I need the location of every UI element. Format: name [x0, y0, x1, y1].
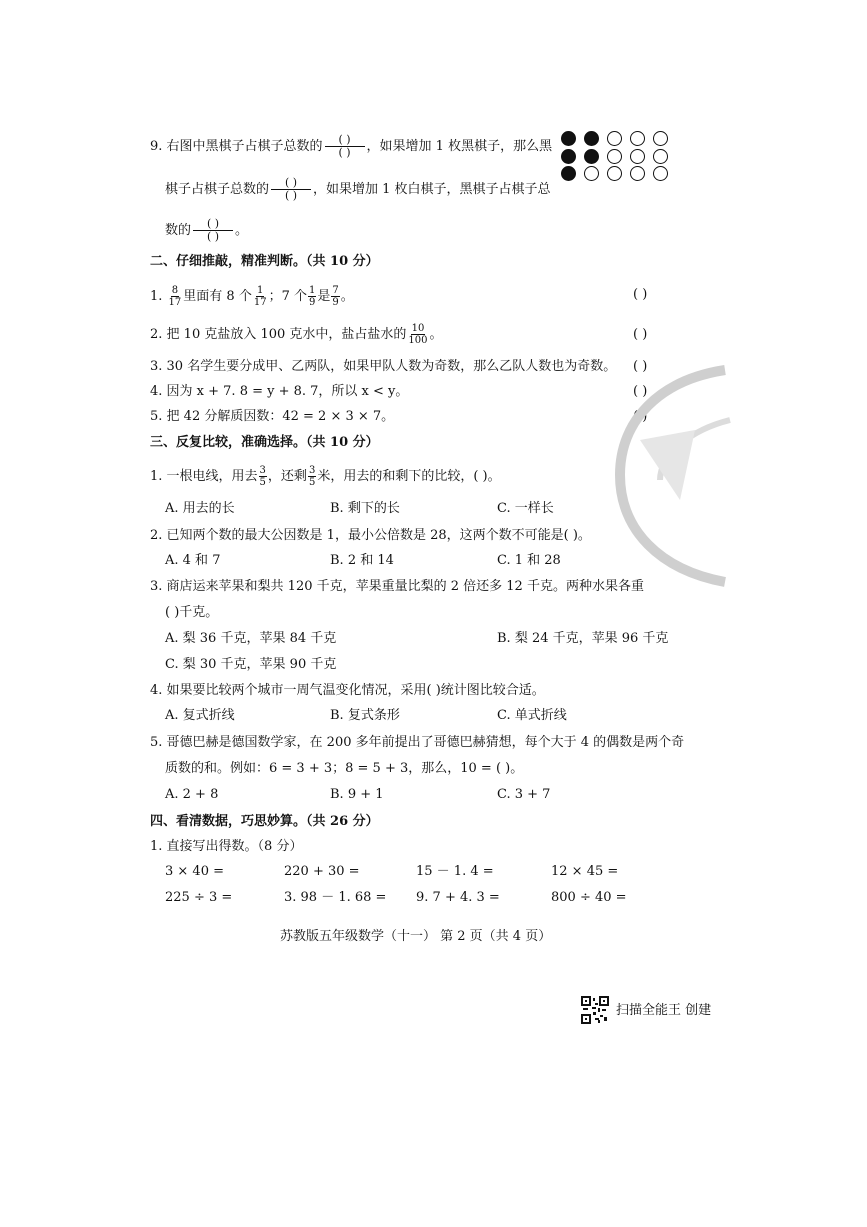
- option-a[interactable]: A. 2 + 8: [165, 787, 219, 802]
- answer-paren[interactable]: ( ): [633, 287, 648, 302]
- calc-item: 9. 7 + 4. 3 =: [416, 890, 500, 905]
- option-b[interactable]: B. 2 和 14: [330, 553, 394, 568]
- answer-blank[interactable]: ( ) ( ): [325, 134, 365, 159]
- white-stone: [607, 131, 622, 146]
- calc-item: 225 ÷ 3 =: [165, 890, 233, 905]
- choice-q5-cont: 质数的和。例如：6 = 3 + 3；8 = 5 + 3，那么，10 = ( )。: [165, 761, 524, 776]
- option-c[interactable]: C. 梨 30 千克，苹果 90 千克: [165, 657, 337, 672]
- black-stone: [561, 166, 576, 181]
- option-b[interactable]: B. 梨 24 千克，苹果 96 千克: [497, 631, 669, 646]
- answer-paren[interactable]: ( ): [633, 384, 648, 399]
- judge-item-1: 1. $\frac{8}{17}$ 里面有 8 个 $\frac{1}{17}$ ；7 个 $\frac{1}{9}$ 是 $\frac{7}{9}$ 。: [150, 285, 354, 308]
- choice-q2: 2. 已知两个数的最大公因数是 1，最小公倍数是 28，这两个数不可能是( )。: [150, 528, 591, 543]
- option-c[interactable]: C. 3 + 7: [497, 787, 551, 802]
- judge-item-4: 4. 因为 x + 7. 8 = y + 8. 7，所以 x < y。: [150, 384, 409, 399]
- fraction: $\frac{1}{17}$: [253, 285, 267, 308]
- option-c[interactable]: C. 单式折线: [497, 708, 567, 723]
- option-b[interactable]: B. 剩下的长: [330, 501, 400, 516]
- q9-line3: 数的 ( ) ( ) 。: [165, 217, 249, 243]
- black-stone: [584, 149, 599, 164]
- calc-subheading: 1. 直接写出得数。（8 分）: [150, 839, 303, 854]
- white-stone: [653, 131, 668, 146]
- option-a[interactable]: A. 梨 36 千克，苹果 84 千克: [165, 631, 337, 646]
- q9-line1: 9. 右图中黑棋子占棋子总数的 ( ) ( ) ，如果增加 1 枚黑棋子，那么黑: [150, 133, 553, 159]
- answer-paren[interactable]: ( ): [633, 327, 648, 342]
- judge-item-2: 2. 把 10 克盐放入 100 克水中，盐占盐水的 $\frac{10}{100}$ 。: [150, 323, 443, 346]
- calc-item: 12 × 45 =: [551, 864, 619, 879]
- option-b[interactable]: B. 9 + 1: [330, 787, 384, 802]
- option-a[interactable]: A. 4 和 7: [165, 553, 221, 568]
- option-c[interactable]: C. 一样长: [497, 501, 554, 516]
- option-a[interactable]: A. 用去的长: [165, 501, 235, 516]
- calc-item: 15 － 1. 4 =: [416, 864, 494, 879]
- section2-heading: 二、仔细推敲，精准判断。（共 10 分）: [150, 254, 379, 269]
- page-footer: 苏教版五年级数学（十一） 第 2 页（共 4 页）: [280, 929, 552, 944]
- watermark-graphic: [600, 360, 740, 590]
- judge-item-3: 3. 30 名学生要分成甲、乙两队，如果甲队人数为奇数，那么乙队人数也为奇数。: [150, 359, 617, 374]
- fraction: $\frac{1}{9}$: [308, 285, 316, 308]
- judge-item-5: 5. 把 42 分解质因数：42 = 2 × 3 × 7。: [150, 409, 395, 424]
- section3-heading: 三、反复比较，准确选择。（共 10 分）: [150, 435, 379, 450]
- section4-heading: 四、看清数据，巧思妙算。（共 26 分）: [150, 814, 379, 829]
- q9-line2: 棋子占棋子总数的 ( ) ( ) ，如果增加 1 枚白棋子，黑棋子占棋子总: [165, 176, 551, 202]
- option-b[interactable]: B. 复式条形: [330, 708, 400, 723]
- white-stone: [653, 149, 668, 164]
- fraction: $\frac{10}{100}$: [408, 323, 428, 346]
- fraction: $\frac{3}{5}$: [259, 465, 266, 488]
- white-stone: [630, 166, 645, 181]
- option-a[interactable]: A. 复式折线: [165, 708, 235, 723]
- black-stone: [584, 131, 599, 146]
- white-stone: [584, 166, 599, 181]
- black-stone: [561, 131, 576, 146]
- choice-q3: 3. 商店运来苹果和梨共 120 千克，苹果重量比梨的 2 倍还多 12 千克。两种水果各重: [150, 579, 644, 594]
- calc-item: 3 × 40 =: [165, 864, 224, 879]
- calc-item: 3. 98 － 1. 68 =: [284, 890, 387, 905]
- choice-q4: 4. 如果要比较两个城市一周气温变化情况，采用( )统计图比较合适。: [150, 683, 545, 698]
- white-stone: [630, 149, 645, 164]
- white-stone: [630, 131, 645, 146]
- calc-item: 220 + 30 =: [284, 864, 360, 879]
- calc-item: 800 ÷ 40 =: [551, 890, 627, 905]
- white-stone: [607, 149, 622, 164]
- answer-paren[interactable]: ( ): [633, 359, 648, 374]
- choice-q3-cont: ( )千克。: [165, 605, 219, 620]
- choice-q1: 1. 一根电线，用去 $\frac{3}{5}$ ，还剩 $\frac{3}{5}$ 米，用去的和剩下的比较，( )。: [150, 465, 501, 488]
- white-stone: [607, 166, 622, 181]
- answer-blank[interactable]: ( ) ( ): [271, 177, 311, 202]
- qr-code-icon: [581, 996, 609, 1024]
- fraction: $\frac{3}{5}$: [308, 465, 316, 488]
- black-stone: [561, 149, 576, 164]
- scanner-brand: 扫描全能王 创建: [616, 1003, 712, 1018]
- white-stone: [653, 166, 668, 181]
- choice-q5: 5. 哥德巴赫是德国数学家，在 200 多年前提出了哥德巴赫猜想，每个大于 4 的偶数是两个奇: [150, 735, 685, 750]
- option-c[interactable]: C. 1 和 28: [497, 553, 561, 568]
- fraction: $\frac{7}{9}$: [332, 285, 339, 308]
- fraction: $\frac{8}{17}$: [168, 285, 182, 308]
- answer-paren[interactable]: ( ): [633, 409, 648, 424]
- answer-blank[interactable]: ( ) ( ): [193, 218, 233, 243]
